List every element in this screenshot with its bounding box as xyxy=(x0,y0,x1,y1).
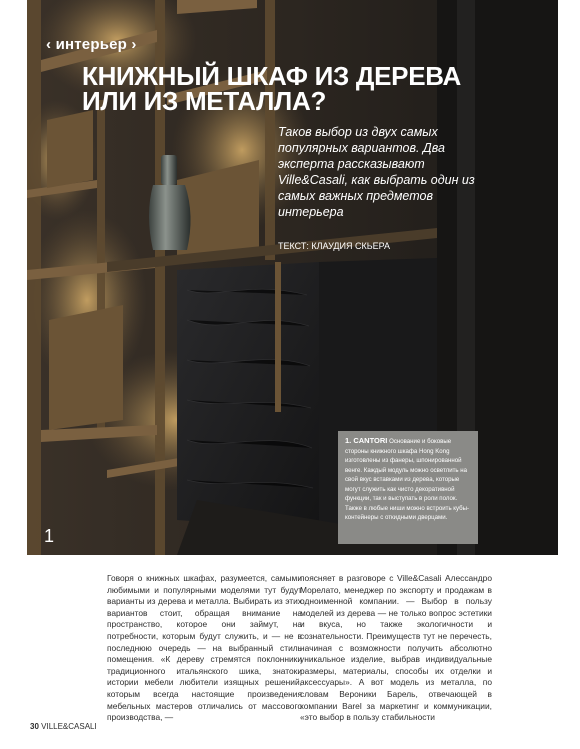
photo-number: 1 xyxy=(44,526,55,546)
page-number: 30 xyxy=(30,722,39,731)
hero-photo xyxy=(27,0,558,555)
caption-text: Основание и боковые стороны книжного шкафа Hong Kong изготовлены из фанеры, шпонированной венге. Каждый модуль можно осветлить на свой вкус вставками из дерева, которые могут служить как чисто декоративной функции, так и выступать в роли полок. Также в любые ниши можно встроить кубы-контейнеры с откидными дверцами. xyxy=(345,438,470,521)
title-line-2: ИЛИ ИЗ МЕТАЛЛА? xyxy=(82,86,327,116)
section-rubric: ‹ интерьер › xyxy=(46,36,137,53)
magazine-name: VILLE&CASALI xyxy=(41,722,97,731)
photo-caption xyxy=(338,431,478,544)
page-folio xyxy=(30,722,97,731)
title-line-1: КНИЖНЫЙ ШКАФ ИЗ ДЕРЕВА xyxy=(82,61,461,91)
byline: ТЕКСТ: КЛАУДИЯ СКЬЕРА xyxy=(278,241,391,251)
article-title xyxy=(82,61,522,116)
body-column-right: поясняет в разговоре с Ville&Casali Алессандро Морелато, менеджер по экспорту и продажам в одноименной компании. — Выбор в пользу моделей из дерева — не только вопрос эстетики и вкуса, но также экологичности и сознательности. Преимуществ тут не перечесть, начиная с возможности получить абсолютно уникальное изделие, выбрав индивидуальные размеры, материалы, способы их отделки и аксессуары». А вот модель из металла, по словам Вероники Барель, отвечающей в компании Barel за маркетинг и коммуникации, «это выбор в пользу стабильности xyxy=(300,573,492,723)
caption-title: 1. CANTORI xyxy=(345,436,388,445)
article-lead: Таков выбор из двух самых популярных вариантов. Два эксперта рассказывают Ville&Casali, как выбрать один из самых важных предметов интерьера xyxy=(278,125,475,219)
body-column-left: Говоря о книжных шкафах, разумеется, самыми любимыми и популярными моделями тут будут варианты из дерева и металла. Выбирать из этих вариантов стоит, обращая внимание на пространство, которое они займут, на потребности, которым будут служить, и — не в последнюю очередь — на выбранный стиль помещения. «К дереву стремятся поклонники традиционного итальянского шика, знатоки истории мебели любители изящных решений, которым всегда настоящие произведения мебельных мастеров отличались от массового производства, — xyxy=(107,573,302,723)
